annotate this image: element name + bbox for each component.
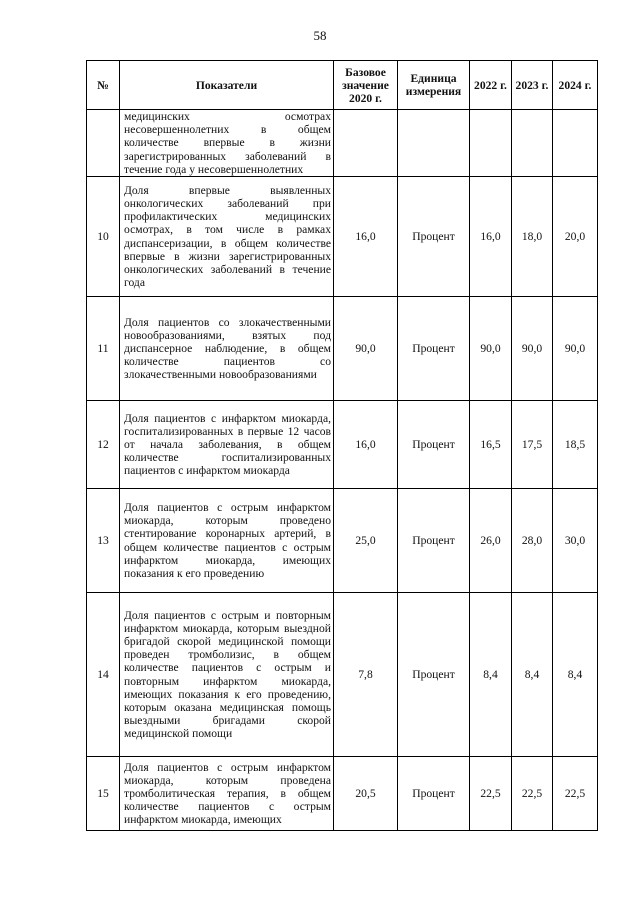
header-unit: Единица измерения bbox=[398, 61, 470, 110]
row-2023: 8,4 bbox=[512, 593, 553, 757]
row-2022: 16,0 bbox=[470, 177, 512, 297]
header-base: Базовое значение 2020 г. bbox=[334, 61, 398, 110]
row-base: 16,0 bbox=[334, 177, 398, 297]
row-num: 12 bbox=[87, 401, 120, 489]
row-2024 bbox=[553, 110, 598, 177]
row-base: 16,0 bbox=[334, 401, 398, 489]
row-unit: Процент bbox=[398, 757, 470, 831]
table-row bbox=[87, 757, 598, 831]
row-2022: 90,0 bbox=[470, 297, 512, 401]
row-unit: Процент bbox=[398, 401, 470, 489]
row-unit: Процент bbox=[398, 593, 470, 757]
row-2023: 22,5 bbox=[512, 757, 553, 831]
row-indicator: медицинских осмотрах несовершеннолетних в общем количестве впервые в жизни зарегистрированных заболеваний в течение года у несовершеннолетних bbox=[120, 110, 334, 177]
row-2023: 28,0 bbox=[512, 489, 553, 593]
table-row bbox=[87, 110, 598, 177]
row-base: 20,5 bbox=[334, 757, 398, 831]
row-unit bbox=[398, 110, 470, 177]
row-2024: 8,4 bbox=[553, 593, 598, 757]
row-num bbox=[87, 110, 120, 177]
row-2024: 22,5 bbox=[553, 757, 598, 831]
row-2024: 18,5 bbox=[553, 401, 598, 489]
indicators-table bbox=[86, 60, 598, 831]
row-2022: 22,5 bbox=[470, 757, 512, 831]
row-2023: 17,5 bbox=[512, 401, 553, 489]
row-2023: 18,0 bbox=[512, 177, 553, 297]
row-2024: 90,0 bbox=[553, 297, 598, 401]
table-row bbox=[87, 401, 598, 489]
row-2024: 30,0 bbox=[553, 489, 598, 593]
row-unit: Процент bbox=[398, 177, 470, 297]
row-unit: Процент bbox=[398, 297, 470, 401]
row-num: 13 bbox=[87, 489, 120, 593]
page-number: 58 bbox=[313, 28, 327, 43]
header-2023: 2023 г. bbox=[512, 61, 553, 110]
row-indicator: Доля пациентов с острым инфарктом миокарда, которым проведена тромболитическая терапия, в общем количестве пациентов с острым инфарктом миокарда, имеющих bbox=[120, 757, 334, 831]
row-indicator: Доля пациентов со злокачественными новообразованиями, взятых под диспансерное наблюдение, в общем количестве пациентов со злокачественными новообразованиями bbox=[120, 297, 334, 401]
row-num: 10 bbox=[87, 177, 120, 297]
row-unit: Процент bbox=[398, 489, 470, 593]
row-indicator: Доля пациентов с острым инфарктом миокарда, которым проведено стентирование коронарных артерий, в общем количестве пациентов с острым инфарктом миокарда, имеющих показания к его проведению bbox=[120, 489, 334, 593]
table-header-row bbox=[87, 61, 598, 110]
row-base: 90,0 bbox=[334, 297, 398, 401]
table-row bbox=[87, 593, 598, 757]
row-base: 25,0 bbox=[334, 489, 398, 593]
header-2022: 2022 г. bbox=[470, 61, 512, 110]
row-indicator: Доля пациентов с острым и повторным инфарктом миокарда, которым выездной бригадой скорой медицинской помощи проведен тромболизис, в общем количестве пациентов с острым и повторным инфарктом миокарда, имеющих показания к его проведению, которым оказана медицинская помощь выездными бригадами скорой медицинской помощи bbox=[120, 593, 334, 757]
row-base bbox=[334, 110, 398, 177]
row-num: 11 bbox=[87, 297, 120, 401]
table-row bbox=[87, 297, 598, 401]
row-2023: 90,0 bbox=[512, 297, 553, 401]
row-2022 bbox=[470, 110, 512, 177]
table-row bbox=[87, 177, 598, 297]
row-num: 15 bbox=[87, 757, 120, 831]
table-row bbox=[87, 489, 598, 593]
row-2024: 20,0 bbox=[553, 177, 598, 297]
row-2023 bbox=[512, 110, 553, 177]
row-indicator: Доля пациентов с инфарктом миокарда, госпитализированных в первые 12 часов от начала заболевания, в общем количестве госпитализированных пациентов с инфарктом миокарда bbox=[120, 401, 334, 489]
row-indicator: Доля впервые выявленных онкологических заболеваний при профилактических медицинских осмотрах, в том числе в рамках диспансеризации, в общем количестве впервые в жизни зарегистрированных онкологических заболеваний в течение года bbox=[120, 177, 334, 297]
header-2024: 2024 г. bbox=[553, 61, 598, 110]
header-num: № bbox=[87, 61, 120, 110]
row-num: 14 bbox=[87, 593, 120, 757]
row-2022: 26,0 bbox=[470, 489, 512, 593]
row-2022: 16,5 bbox=[470, 401, 512, 489]
row-2022: 8,4 bbox=[470, 593, 512, 757]
header-indicator: Показатели bbox=[120, 61, 334, 110]
row-base: 7,8 bbox=[334, 593, 398, 757]
